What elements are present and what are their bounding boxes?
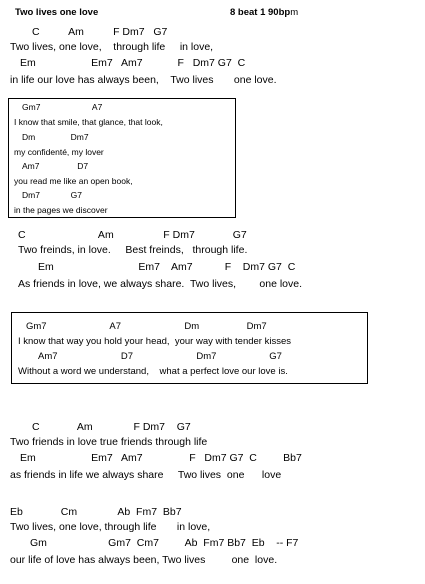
lyric-line: you read me like an open book, [14,176,133,186]
chord-line: Dm Dm7 [22,132,89,142]
chord-line: Gm7 A7 Dm Dm7 [26,321,267,332]
chord-line: Eb Cm Ab Fm7 Bb7 [10,506,182,518]
lyric-line: I know that way you hold your head, your way with tender kisses [18,336,291,347]
lyric-line: As friends in love, we always share. Two lives, one love. [18,278,303,290]
lyric-line: our life of love has always been, Two lives one love. [10,554,278,566]
lyric-line: in the pages we discover [14,205,108,215]
chord-line: Em Em7 Am7 F Dm7 G7 C Bb7 [20,452,302,464]
tempo-text: 8 beat 1 90bp [230,7,291,18]
lyric-line: I know that smile, that glance, that look, [14,117,163,127]
chord-line: C Am F Dm7 G7 [18,229,247,241]
chord-line: C Am F Dm7 G7 [32,26,168,38]
chord-line: Am7 D7 [22,161,89,171]
chord-line: Gm Gm7 Cm7 Ab Fm7 Bb7 Eb -- F7 [30,537,299,549]
lyric-line: in life our love has always been, Two lives one love. [10,74,277,86]
chord-line: Gm7 A7 [22,102,103,112]
chord-line: Em Em7 Am7 F Dm7 G7 C [38,261,296,273]
lyric-line: Two friends in love true friends through life [10,436,208,448]
chord-line: Em Em7 Am7 F Dm7 G7 C [20,57,246,69]
lyric-line: Without a word we understand, what a perfect love our love is. [18,366,288,377]
lyric-line: as friends in life we always share Two lives one love [10,469,282,481]
lyric-line: my confidenté, my lover [14,147,104,157]
chord-line: C Am F Dm7 G7 [32,421,191,433]
bridge-box-1 [8,98,236,218]
tempo-suffix: m [290,7,299,18]
chord-line: Am7 D7 Dm7 G7 [38,351,282,362]
song-title: Two lives one love [15,7,99,18]
chord-line: Dm7 G7 [22,190,82,200]
lyric-line: Two freinds, in love. Best freinds, through life. [18,244,248,256]
lyric-line: Two lives, one love, through life in love, [10,521,211,533]
lyric-line: Two lives, one love, through life in love, [10,41,214,53]
tempo-note [230,8,298,18]
